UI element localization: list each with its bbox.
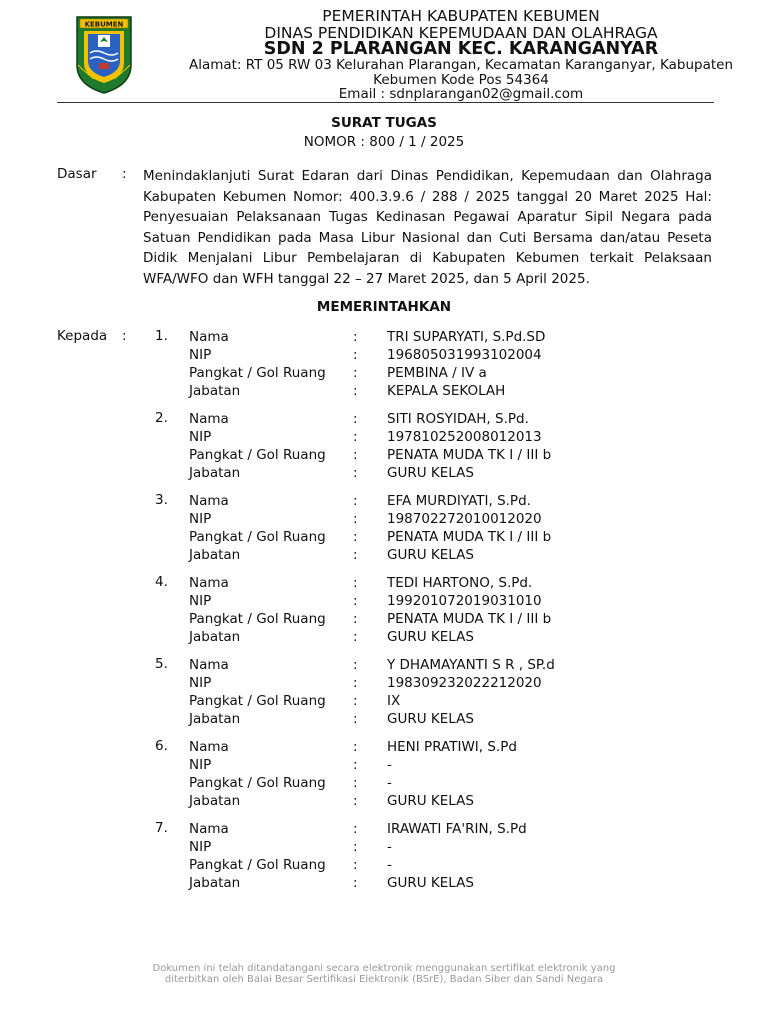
dasar-text: Menindaklanjuti Surat Edaran dari Dinas Pendidikan, Kepemudaan dan Olahraga Kabupaten Kebumen Nomor: 400.3.9.6 / 288 / 2025 tanggal 20 Maret 2025 Hal: Penyesuaian Pelaksanaan Tugas Kedinasan Pegawai Aparatur Sipil Negara pada Satuan Pendidikan pada Masa Libur Nasional dan Cuti Bersama dan/atau Peseta Didik Menjalani Libur Pembelajaran di Kabupaten Kebumen terkait Pelaksaan WFA/WFO dan WFH tanggal 22 – 27 Maret 2025, dan 5 April 2025. xyxy=(143,168,712,287)
colon: : xyxy=(353,411,358,427)
colon: : xyxy=(353,693,358,709)
label-nama: Nama xyxy=(189,821,229,837)
label-pangkat: Pangkat / Gol Ruang xyxy=(189,775,326,791)
label-pangkat: Pangkat / Gol Ruang xyxy=(189,857,326,873)
document-number: NOMOR : 800 / 1 / 2025 xyxy=(303,134,465,150)
label-pangkat: Pangkat / Gol Ruang xyxy=(189,693,326,709)
assignee-rank: PENATA MUDA TK I / III b xyxy=(387,529,552,545)
label-jabatan: Jabatan xyxy=(189,875,241,891)
colon: : xyxy=(353,447,358,463)
colon: : xyxy=(353,575,358,591)
colon: : xyxy=(353,547,358,563)
assignee-rank: PENATA MUDA TK I / III b xyxy=(387,447,552,463)
colon: : xyxy=(353,465,358,481)
colon: : xyxy=(353,857,358,873)
school-address: Alamat: RT 05 RW 03 Kelurahan Plarangan, Kecamatan Karanganyar, Kabupaten Kebumen Kode Pos 54364 xyxy=(188,57,734,88)
kepada-label: Kepada xyxy=(57,328,108,344)
label-nip: NIP xyxy=(189,675,212,691)
colon: : xyxy=(353,611,358,627)
assignee-entry xyxy=(0,574,768,656)
assignee-nip: 198702272010012020 xyxy=(387,511,542,527)
esignature-notice xyxy=(0,963,768,985)
label-nip: NIP xyxy=(189,347,212,363)
assignee-number: 4. xyxy=(155,574,168,590)
colon: : xyxy=(353,775,358,791)
letterhead-divider xyxy=(57,102,714,103)
label-nama: Nama xyxy=(189,739,229,755)
colon: : xyxy=(353,365,358,381)
colon: : xyxy=(353,429,358,445)
assignee-position: GURU KELAS xyxy=(387,465,474,481)
label-pangkat: Pangkat / Gol Ruang xyxy=(189,611,326,627)
label-nama: Nama xyxy=(189,657,229,673)
assignee-nip: 198309232022212020 xyxy=(387,675,542,691)
assignee-entry xyxy=(0,492,768,574)
kebumen-emblem-logo xyxy=(74,15,134,95)
school-name: SDN 2 PLARANGAN KEC. KARANGANYAR xyxy=(263,39,659,59)
label-pangkat: Pangkat / Gol Ruang xyxy=(189,365,326,381)
assignee-entry xyxy=(0,410,768,492)
assignee-name: SITI ROSYIDAH, S.Pd. xyxy=(387,411,529,427)
assignee-rank: PENATA MUDA TK I / III b xyxy=(387,611,552,627)
colon: : xyxy=(353,821,358,837)
label-nama: Nama xyxy=(189,411,229,427)
label-nip: NIP xyxy=(189,511,212,527)
assignee-number: 7. xyxy=(155,820,168,836)
assignee-nip: 197810252008012013 xyxy=(387,429,542,445)
assignee-rank: - xyxy=(387,857,392,873)
colon: : xyxy=(353,657,358,673)
colon: : xyxy=(353,675,358,691)
assignee-nip: - xyxy=(387,839,392,855)
assignee-position: GURU KELAS xyxy=(387,793,474,809)
colon: : xyxy=(353,511,358,527)
assignee-rank: - xyxy=(387,775,392,791)
colon: : xyxy=(353,711,358,727)
label-nip: NIP xyxy=(189,839,212,855)
assignee-number: 1. xyxy=(155,328,168,344)
label-nama: Nama xyxy=(189,575,229,591)
assignee-name: TEDI HARTONO, S.Pd. xyxy=(387,575,533,591)
assignee-name: Y DHAMAYANTI S R , SP.d xyxy=(387,657,555,673)
kepada-colon: : xyxy=(122,328,127,344)
assignee-position: GURU KELAS xyxy=(387,711,474,727)
colon: : xyxy=(353,529,358,545)
assignee-number: 2. xyxy=(155,410,168,426)
label-jabatan: Jabatan xyxy=(189,711,241,727)
label-jabatan: Jabatan xyxy=(189,547,241,563)
colon: : xyxy=(353,793,358,809)
colon: : xyxy=(353,383,358,399)
assignee-entry xyxy=(0,656,768,738)
label-nip: NIP xyxy=(189,757,212,773)
colon: : xyxy=(353,329,358,345)
command-heading: MEMERINTAHKAN xyxy=(316,299,452,315)
assignee-position: KEPALA SEKOLAH xyxy=(387,383,506,399)
colon: : xyxy=(353,593,358,609)
assignee-entry xyxy=(0,738,768,820)
label-nama: Nama xyxy=(189,329,229,345)
label-pangkat: Pangkat / Gol Ruang xyxy=(189,529,326,545)
assignee-rank: PEMBINA / IV a xyxy=(387,365,487,381)
assignee-number: 5. xyxy=(155,656,168,672)
svg-text:KEBUMEN: KEBUMEN xyxy=(84,20,124,29)
esignature-notice-line1: Dokumen ini telah ditandatangani secara elektronik menggunakan sertifikat elektronik yang xyxy=(152,963,616,974)
label-pangkat: Pangkat / Gol Ruang xyxy=(189,447,326,463)
dasar-label: Dasar xyxy=(57,166,97,182)
esignature-notice-line2: diterbitkan oleh Balai Besar Sertifikasi Elektronik (BSrE), Badan Siber dan Sandi Negara xyxy=(164,974,604,985)
label-jabatan: Jabatan xyxy=(189,629,241,645)
label-jabatan: Jabatan xyxy=(189,383,241,399)
label-nip: NIP xyxy=(189,593,212,609)
dasar-colon: : xyxy=(122,166,127,182)
assignee-entry xyxy=(0,328,768,410)
assignee-position: GURU KELAS xyxy=(387,629,474,645)
colon: : xyxy=(353,347,358,363)
colon: : xyxy=(353,757,358,773)
assignee-nip: - xyxy=(387,757,392,773)
document-title: SURAT TUGAS xyxy=(331,115,437,131)
label-jabatan: Jabatan xyxy=(189,465,241,481)
assignee-number: 3. xyxy=(155,492,168,508)
colon: : xyxy=(353,493,358,509)
letterhead xyxy=(156,8,766,102)
assignee-rank: IX xyxy=(387,693,401,709)
label-nip: NIP xyxy=(189,429,212,445)
assignee-name: IRAWATI FA'RIN, S.Pd xyxy=(387,821,527,837)
assignee-entry xyxy=(0,820,768,902)
department-name: DINAS PENDIDIKAN KEPEMUDAAN DAN OLAHRAGA xyxy=(264,23,658,42)
colon: : xyxy=(353,875,358,891)
assignee-list xyxy=(0,328,768,902)
colon: : xyxy=(353,839,358,855)
colon: : xyxy=(353,629,358,645)
assignee-name: TRI SUPARYATI, S.Pd.SD xyxy=(387,329,546,345)
assignee-name: EFA MURDIYATI, S.Pd. xyxy=(387,493,531,509)
assignee-name: HENI PRATIWI, S.Pd xyxy=(387,739,517,755)
assignee-nip: 199201072019031010 xyxy=(387,593,542,609)
label-nama: Nama xyxy=(189,493,229,509)
assignee-position: GURU KELAS xyxy=(387,547,474,563)
assignee-nip: 196805031993102004 xyxy=(387,347,542,363)
assignee-position: GURU KELAS xyxy=(387,875,474,891)
school-email: Email : sdnplarangan02@gmail.com xyxy=(338,86,584,102)
colon: : xyxy=(353,739,358,755)
government-name: PEMERINTAH KABUPATEN KEBUMEN xyxy=(322,7,600,25)
label-jabatan: Jabatan xyxy=(189,793,241,809)
assignee-number: 6. xyxy=(155,738,168,754)
